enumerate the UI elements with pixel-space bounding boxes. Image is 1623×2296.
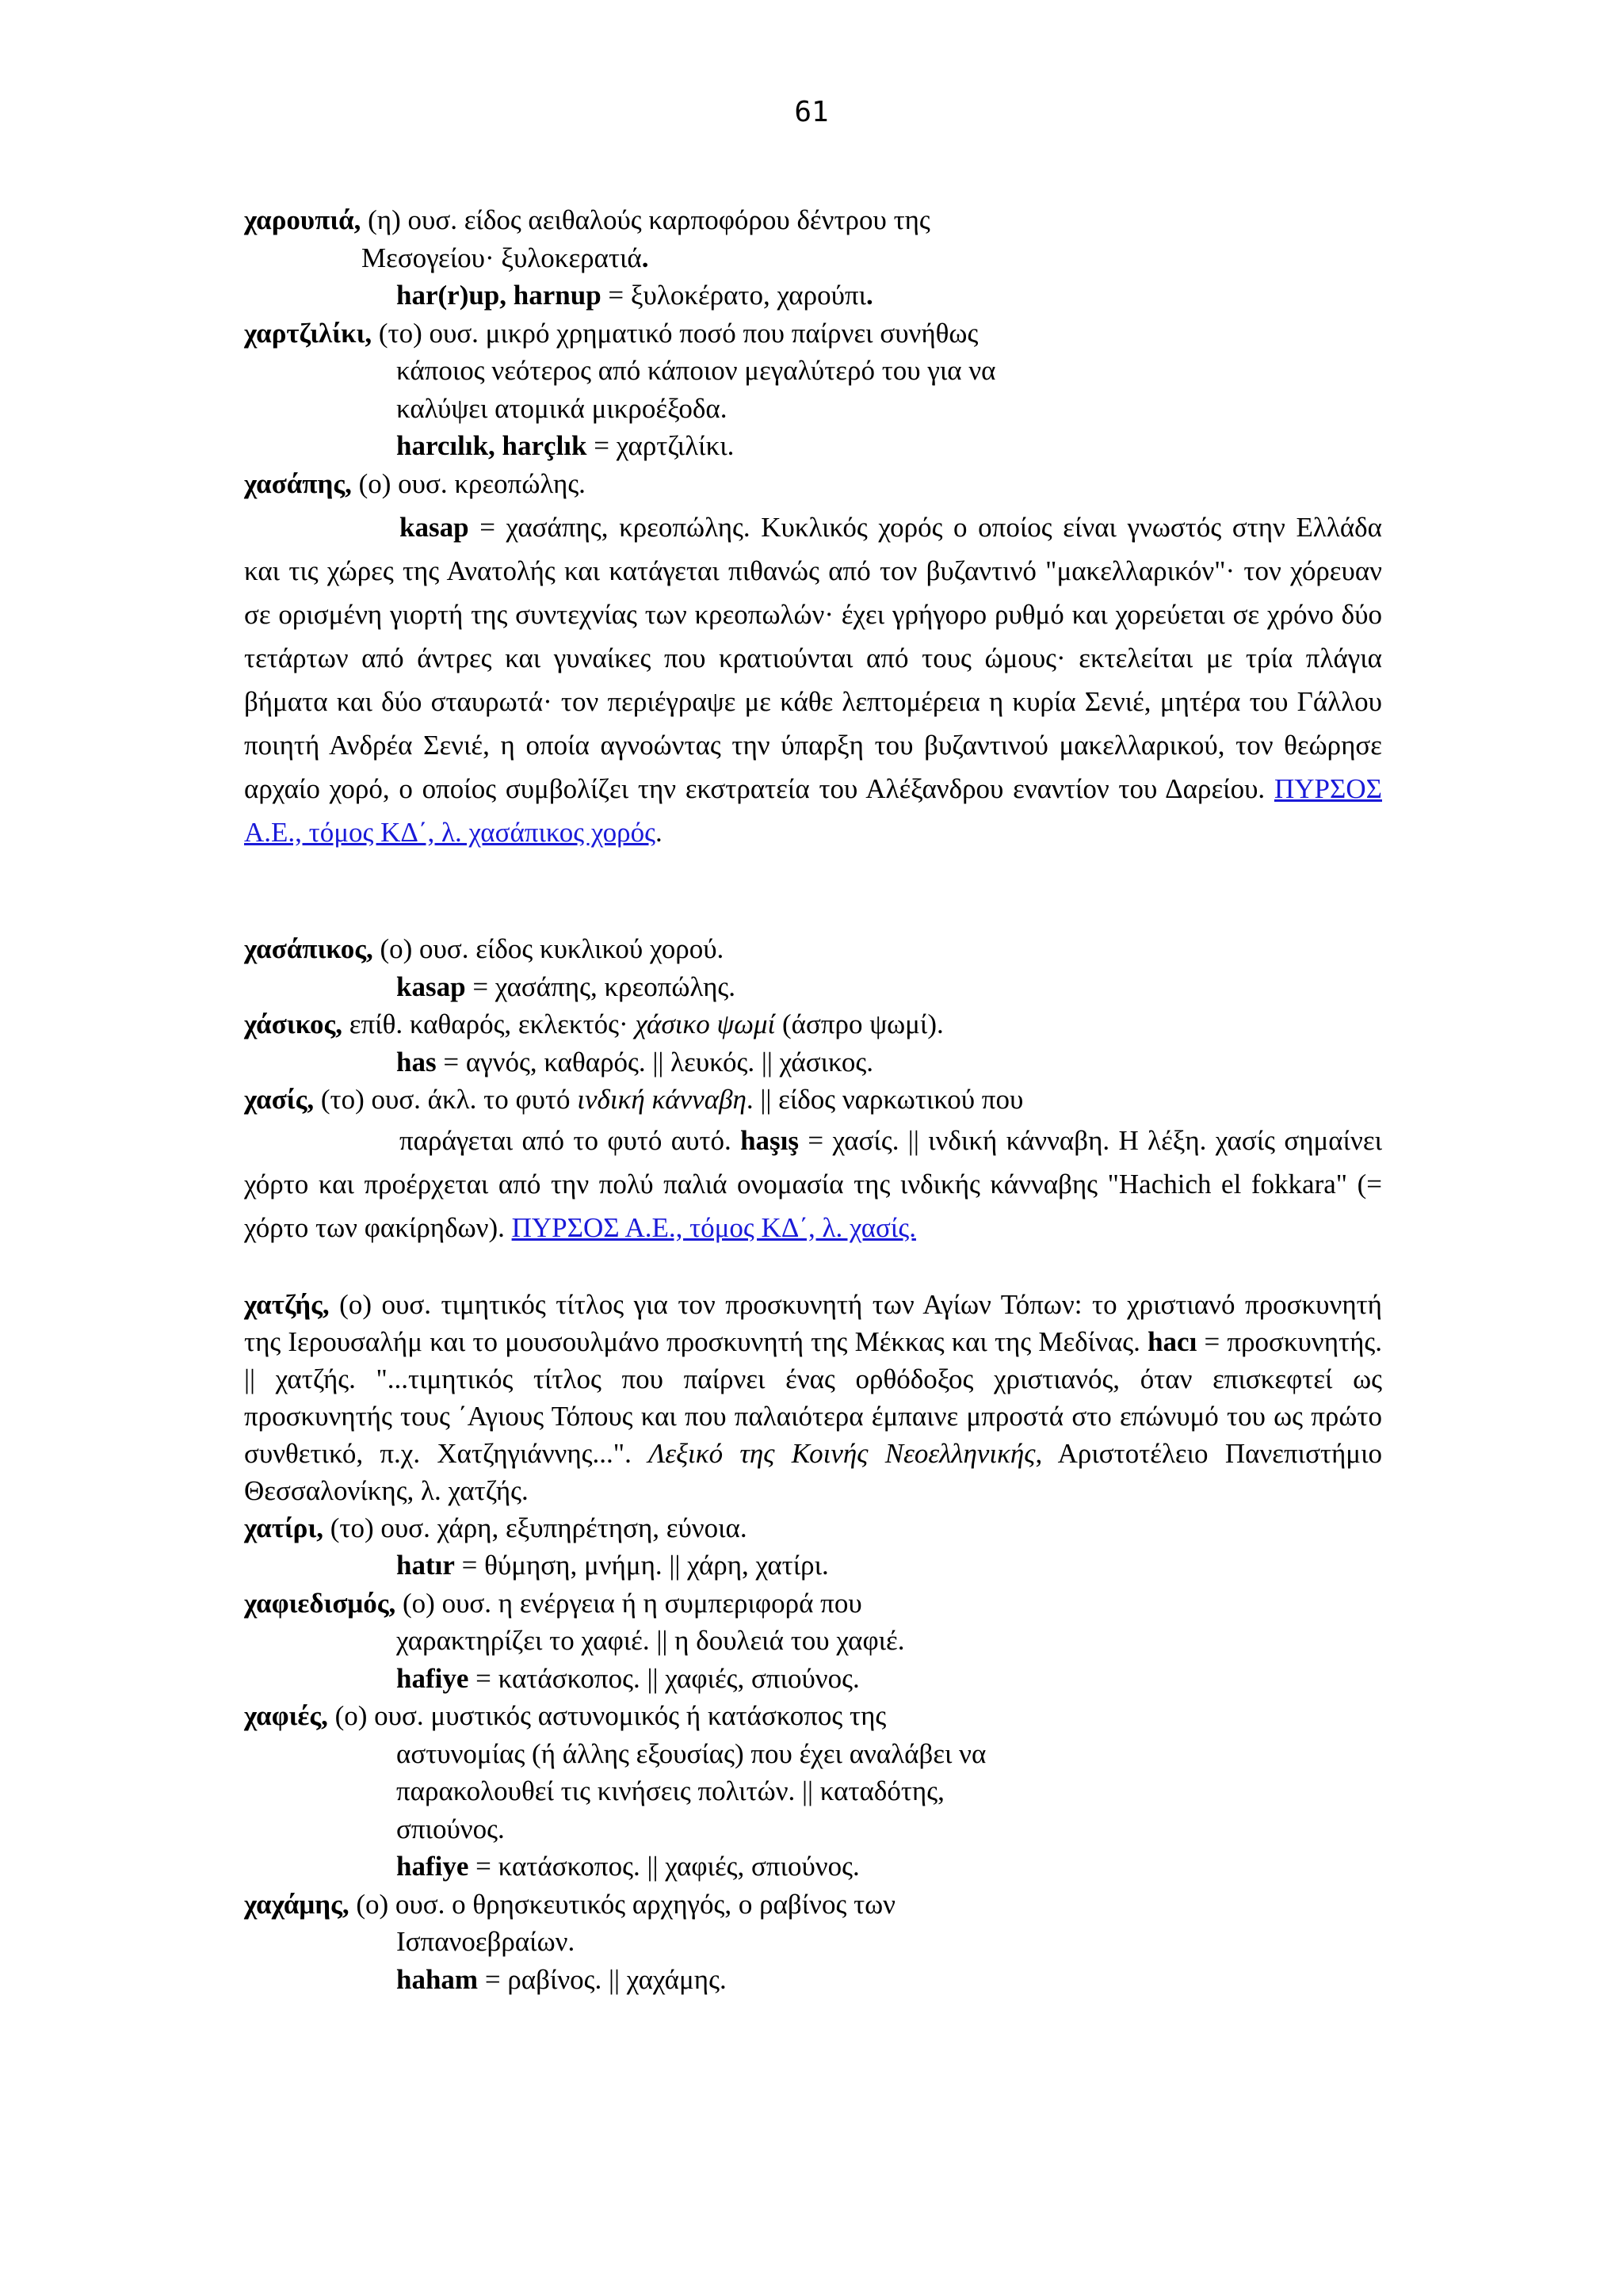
entry-line: harcılık, harçlık = χαρτζιλίκι. [396, 430, 735, 461]
headword: χαφιεδισμός, [244, 1587, 396, 1619]
entry-line: χαφιές, (ο) ουσ. μυστικός αστυνομικός ή κατάσκοπος της [244, 1700, 887, 1731]
headword: χασίς, [244, 1084, 315, 1115]
entry-line: παρακολουθεί τις κινήσεις πολιτών. || καταδότης, [396, 1775, 945, 1806]
entry-line: hatır = θύμηση, μνήμη. || χάρη, χατίρι. [396, 1550, 829, 1581]
headword: χάσικος, [244, 1009, 343, 1039]
entry-line: χαρτζιλίκι, (το) ουσ. μικρό χρηματικό ποσό που παίρνει συνήθως [244, 317, 979, 349]
entry-paragraph: παράγεται από το φυτό αυτό. haşış = χασίς. || ινδική κάνναβη. Η λέξη. χασίς σημαίνει χόρτο και προέρχεται από την πολύ παλιά ονομασία της ινδικής κάνναβης "Hachich el fokkara" (= χόρτο των φακίρηδων). ΠΥΡΣΟΣ Α.Ε., τόμος ΚΔ΄, λ. χασίς. [244, 1124, 1382, 1243]
entry-line: κάποιος νεότερος από κάποιον μεγαλύτερό του για να [396, 355, 996, 386]
headword: χαχάμης, [244, 1888, 349, 1920]
turkish-word: hafiye [396, 1662, 469, 1694]
entry-line: hafiye = κατάσκοπος. || χαφιές, σπιούνος. [396, 1851, 860, 1882]
turkish-word: hatır [396, 1550, 455, 1581]
turkish-word: kasap [399, 512, 469, 543]
page-number: 61 [794, 96, 829, 128]
entry-line: χατίρι, (το) ουσ. χάρη, εξυπηρέτηση, εύνοια. [244, 1512, 747, 1543]
headword: χασάπης, [244, 467, 352, 499]
turkish-word: hafiye [396, 1851, 469, 1882]
entry-line: χασίς, (το) ουσ. άκλ. το φυτό ινδική κάνναβη. || είδος ναρκωτικού που [244, 1084, 1024, 1115]
headword: χατίρι, [244, 1512, 324, 1543]
entry-line: Μεσογείου· ξυλοκερατιά. [361, 242, 649, 273]
entry-line: καλύψει ατομικά μικροέξοδα. [396, 392, 727, 424]
entry-line: kasap = χασάπης, κρεοπώλης. [396, 971, 736, 1002]
headword: χαρουπιά, [244, 204, 361, 235]
entry-line: hafiye = κατάσκοπος. || χαφιές, σπιούνος. [396, 1662, 860, 1694]
entry-line: αστυνομίας (ή άλλης εξουσίας) που έχει αναλάβει να [396, 1737, 987, 1769]
reference-link[interactable]: ΠΥΡΣΟΣ Α.Ε., τόμος ΚΔ΄, λ. χασάπικος χορός [244, 773, 1382, 848]
entry-line: σπιούνος. [396, 1813, 505, 1844]
headword: χαφιές, [244, 1700, 328, 1731]
dictionary-text [244, 201, 1382, 1998]
headword: χασάπικος, [244, 933, 373, 964]
turkish-word: has [396, 1046, 437, 1077]
entry-paragraph: χατζής, (ο) ουσ. τιμητικός τίτλος για τον προσκυνητή των Αγίων Τόπων: το χριστιανό προσκυνητή της Ιερουσαλήμ και το μουσουλμάνο προσκυνητή της Μέκκας και της Μεδίνας. hacı = προσκυνητής. || χατζής. "...τιμητικός τίτλος που παίρνει ένας ορθόδοξος χριστιανός, όταν επισκεφτεί ως προσκυνητής τους ΄Αγιους Τόπους και που παλαιότερα έμπαινε μπροστά στο επώνυμό του ως πρώτο συνθετικό, π.χ. Χατζηγιάννης...". Λεξικό της Κοινής Νεοελληνικής, Αριστοτέλειο Πανεπιστήμιο Θεσσαλονίκης, λ. χατζής. [244, 1288, 1382, 1506]
turkish-word: kasap [396, 971, 466, 1002]
entry-line: has = αγνός, καθαρός. || λευκός. || χάσικος. [396, 1046, 874, 1077]
headword: χαρτζιλίκι, [244, 317, 372, 349]
turkish-word: harcılık, harçlık [396, 430, 587, 461]
entry-line: χασάπης, (ο) ουσ. κρεοπώλης. [244, 467, 586, 499]
entry-paragraph: kasap = χασάπης, κρεοπώλης. Κυκλικός χορός ο οποίος είναι γνωστός στην Ελλάδα και τις χώρες της Ανατολής και κατάγεται πιθανώς από τον βυζαντινό "μακελλαρικόν"· τον χόρευαν σε ορισμένη γιορτή της συντεχνίας των κρεοπωλών· έχει γρήγορο ρυθμό και χορεύεται σε χρόνο δύο τετάρτων από άντρες και γυναίκες που κρατιούνται από τους ώμους· εκτελείται με τρία πλάγια βήματα και δύο σταυρωτά· τον περιέγραψε με κάθε λεπτομέρεια η κυρία Σενιέ, μητέρα του Γάλλου ποιητή Ανδρέα Σενιέ, η οποία αγνοώντας την ύπαρξη του βυζαντινού μακελλαρικού, τον θεώρησε αρχαίο χορό, ο οποίος συμβολίζει την εκστρατεία του Αλέξανδρου εναντίον του Δαρείου. ΠΥΡΣΟΣ Α.Ε., τόμος ΚΔ΄, λ. χασάπικος χορός. [244, 512, 1382, 848]
turkish-word: har(r)up, harnup [396, 280, 601, 311]
entry-line: Ισπανοεβραίων. [396, 1926, 575, 1957]
entry-line: χαρουπιά, (η) ουσ. είδος αειθαλούς καρποφόρου δέντρου της [244, 204, 930, 235]
entry-line: χαφιεδισμός, (ο) ουσ. η ενέργεια ή η συμπεριφορά που [244, 1587, 862, 1619]
entry-line: har(r)up, harnup = ξυλοκέρατο, χαρούπι. [396, 280, 873, 311]
entry-line: χασάπικος, (ο) ουσ. είδος κυκλικού χορού. [244, 933, 724, 964]
turkish-word: haham [396, 1963, 479, 1995]
turkish-word: hacı [1148, 1325, 1197, 1357]
entry-line: χάσικος, επίθ. καθαρός, εκλεκτός· χάσικο ψωμί (άσπρο ψωμί). [244, 1009, 944, 1039]
turkish-word: haşış [740, 1124, 800, 1156]
entry-line: χαχάμης, (ο) ουσ. ο θρησκευτικός αρχηγός, ο ραβίνος των [244, 1888, 896, 1920]
entry-line: χαρακτηρίζει το χαφιέ. || η δουλειά του χαφιέ. [396, 1625, 905, 1656]
headword: χατζής, [244, 1288, 330, 1320]
entry-line: haham = ραβίνος. || χαχάμης. [396, 1963, 727, 1995]
reference-link[interactable]: ΠΥΡΣΟΣ Α.Ε., τόμος ΚΔ΄, λ. χασίς. [511, 1211, 916, 1243]
